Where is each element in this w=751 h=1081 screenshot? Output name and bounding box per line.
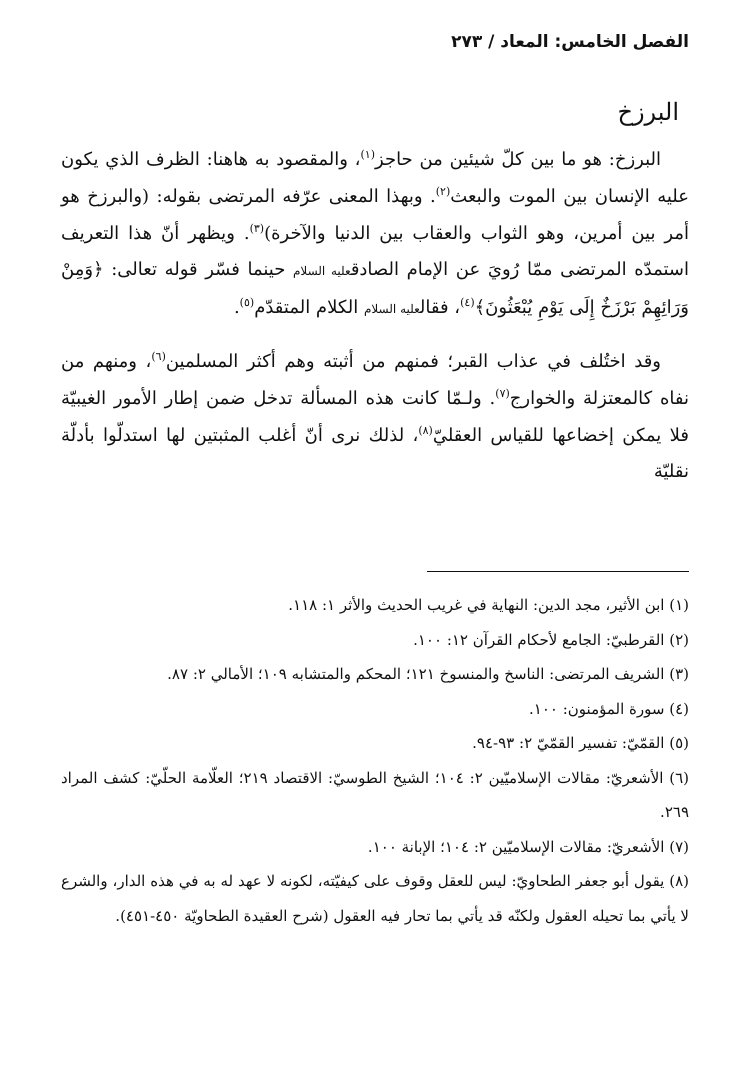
text-run: . ويظهر أنّ هذا التعريف استمدّه المرتضى ممّا رُويَ عن الإمام الصادق — [61, 222, 690, 281]
honorific-symbol: عليه السلام — [292, 264, 351, 279]
text-run: ، والمقصود به هاهنا: الظرف الذي يكون عليه الإنسان بين الموت والبعث — [61, 149, 689, 207]
footnote-ref: (٢) — [435, 184, 451, 198]
text-run: . — [233, 297, 240, 319]
text-run: ، لذلك نرى أنّ أغلب المثبتين لها استدلّوا بأدلّة نقليّة — [61, 424, 689, 483]
footnote-ref: (٧) — [495, 386, 510, 400]
text-run: . ولـمّا كانت هذه المسألة تدخل ضمن إطار الأمور الغيبيّة فلا يمكن إخضاعها للقياس العقليّ — [61, 387, 689, 446]
footnote-ref: (٥) — [239, 296, 255, 310]
section-title: البرزخ — [617, 98, 679, 126]
footnotes — [61, 588, 689, 933]
text-run: ، ومنهم من نفاه كالمعتزلة والخوارج — [61, 350, 689, 409]
footnote-separator — [427, 571, 689, 572]
footnote: (٢) القرطبيّ: الجامع لأحكام القرآن ١٢: ١٠٠. — [413, 630, 689, 649]
main-text — [61, 142, 689, 491]
footnote: (٥) القمّيّ: تفسير القمّيّ ٢: ٩٣-٩٤. — [472, 734, 689, 752]
text-run: ، فقال — [419, 297, 461, 319]
footnote-ref: (٨) — [418, 423, 433, 437]
footnote-ref: (٦) — [151, 349, 166, 363]
footnote: (٧) الأشعريّ: مقالات الإسلاميّين ٢: ١٠٤؛ الإبانة ١٠٠. — [367, 837, 689, 856]
footnote: (٦) الأشعريّ: مقالات الإسلاميّين ٢: ١٠٤؛ الشيخ الطوسيّ: الاقتصاد ٢١٩؛ العلّامة الحلّيّ: كشف المراد ٢٦٩. — [61, 768, 689, 821]
text-run: حينما فسّر قوله تعالى: — [103, 259, 293, 281]
text-run: الكلام المتقدّم — [254, 297, 364, 319]
running-head: الفصل الخامس: المعاد / ٢٧٣ — [451, 32, 689, 52]
footnote-ref: (٤) — [460, 296, 475, 310]
footnote: (٣) الشريف المرتضى: الناسخ والمنسوخ ١٢١؛ المحكم والمتشابه ١٠٩؛ الأمالي ٢: ٨٧. — [167, 665, 689, 683]
footnote: (١) ابن الأثير، مجد الدين: النهاية في غريب الحديث والأثر ١: ١١٨. — [288, 596, 689, 614]
footnote-ref: (١) — [360, 148, 376, 161]
text-run: . وبهذا المعنى عرّفه المرتضى بقوله: (والبرزخ هو أمر بين أمرين، وهو الثواب والعقاب بين الدنيا والآخرة) — [61, 185, 690, 244]
footnote: (٨) يقول أبو جعفر الطحاويّ: ليس للعقل وقوف على كيفيّته، لكونه لا عهد له به في هذه الدار، والشرع لا يأتي بما تحيله العقول ولكنّه قد يأتي بما تحار فيه العقول (شرح العقيدة الطحاويّة ٤٥٠-٤٥١). — [61, 872, 689, 925]
paragraph — [61, 142, 689, 328]
text-run: وقد اختُلف في عذاب القبر؛ فمنهم من أثبته وهم أكثر المسلمين — [165, 350, 661, 372]
quran-verse: ﴿وَمِنْ وَرَائِهِمْ بَرْزَخٌ إِلَى يَوْمِ يُبْعَثُونَ﴾ — [61, 259, 689, 319]
honorific-symbol: عليه السلام — [363, 302, 420, 317]
paragraph — [61, 344, 689, 491]
footnote-ref: (٣) — [249, 221, 265, 235]
footnote: (٤) سورة المؤمنون: ١٠٠. — [529, 699, 689, 718]
text-run: البرزخ: هو ما بين كلّ شيئين من حاجز — [375, 149, 661, 170]
